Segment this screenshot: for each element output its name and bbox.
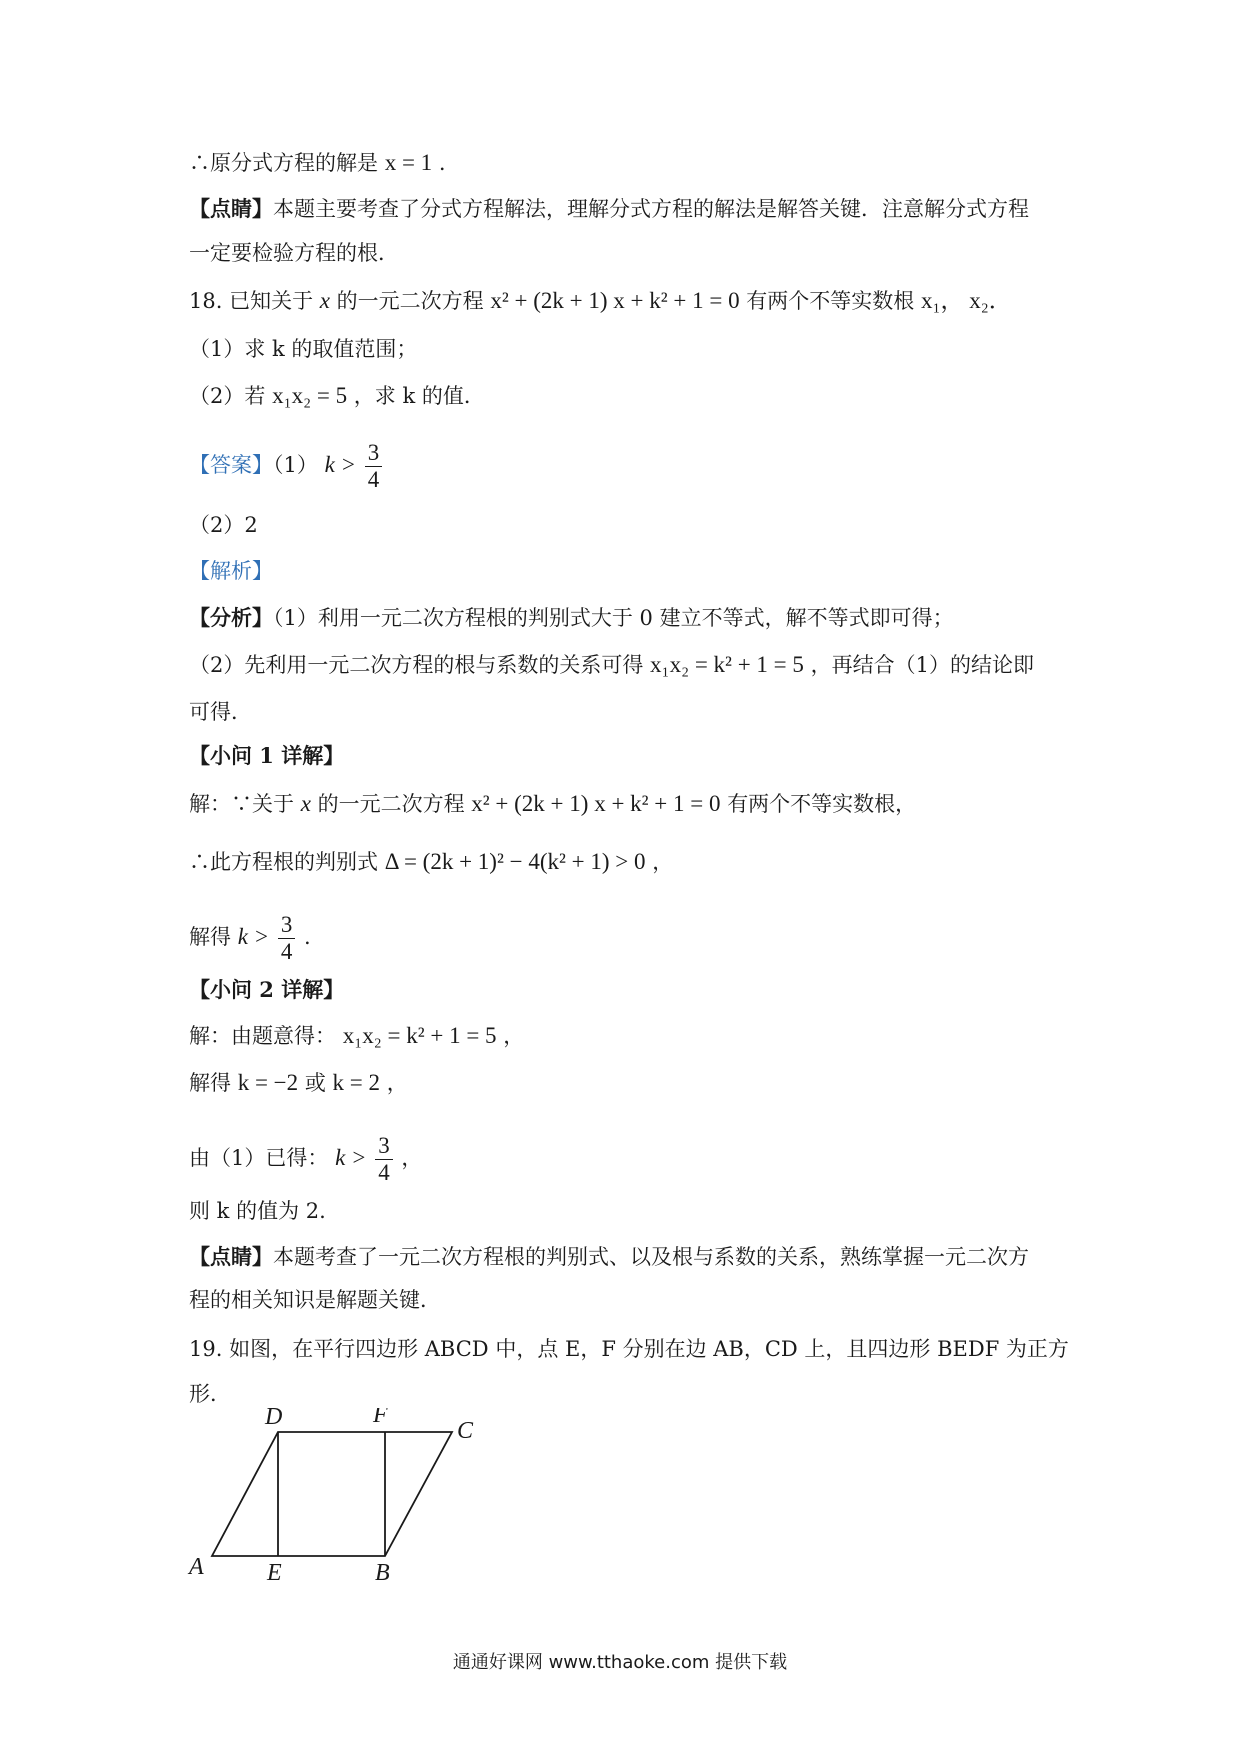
problem18-sub1-tag (189, 741, 344, 771)
sub1-equation: x² + (2k + 1) x + k² + 1 = 0 (471, 791, 721, 816)
parallelogram-figure (185, 1408, 485, 1593)
sub1-text: 解：∵关于 (189, 792, 294, 816)
sub2-math: k = 2 (332, 1070, 380, 1095)
comment-text: 本题考查了一元二次方程根的判别式、以及根与系数的关系，熟练掌握一元二次方 (273, 1245, 1029, 1269)
label-b: B (375, 1560, 390, 1586)
problem18-sub1-line3 (189, 912, 311, 965)
sub1-lhs: k > (237, 924, 270, 949)
sub1-var: x (300, 791, 311, 816)
sub1-fraction (278, 912, 296, 965)
problem18-sub2-line4 (189, 1196, 326, 1226)
comment-tag: 【点睛】 (189, 1244, 273, 1269)
sub1-text: 有两个不等实数根， (727, 792, 917, 816)
problem18-stem (189, 286, 1012, 316)
footer-text: 通通好课网 www.tthaoke.com 提供下载 (452, 1652, 788, 1673)
problem18-fenxi-line3 (189, 697, 252, 727)
problem18-analysis-tag (189, 556, 273, 586)
problem19-text: 形． (189, 1382, 231, 1406)
fraction-denominator: 4 (367, 467, 380, 492)
fraction-numerator: 3 (278, 912, 296, 939)
fenxi-math: x₁x₂ = k² + 1 = 5 (650, 652, 804, 677)
solution17-comment-line1 (189, 194, 1029, 224)
sub1-text: . (304, 925, 311, 949)
sub2-math: k = −2 (237, 1070, 299, 1095)
comment-text: 程的相关知识是解题关键． (189, 1288, 441, 1312)
problem18-answer2 (189, 510, 258, 540)
problem18-fenxi-line2 (189, 650, 1034, 680)
conclusion-math: x = 1 (384, 150, 433, 175)
sub1-text: 的一元二次方程 (317, 792, 465, 816)
label-e: E (267, 1560, 282, 1586)
sub2-text: ， (401, 1146, 423, 1170)
sub2-text: ， (503, 1024, 525, 1048)
sub2-text: 由（1）已得： (189, 1146, 329, 1170)
fraction-denominator: 4 (280, 939, 293, 964)
sub2-math: x₁x₂ = k² + 1 = 5 (342, 1023, 497, 1048)
problem18-question2 (189, 381, 485, 411)
problem19-line1 (189, 1334, 1069, 1364)
label-f: F (373, 1408, 388, 1428)
sub1-tag: 【小问 1 详解】 (189, 743, 345, 768)
stem-text: 的一元二次方程 (336, 289, 484, 313)
problem18-sub2-line2 (189, 1068, 408, 1098)
problem18-answer1 (189, 440, 384, 493)
stem-roots: x₁， x₂． (920, 288, 1012, 313)
stem-text: 有两个不等实数根 (746, 289, 915, 313)
answer1-lhs (325, 452, 356, 477)
solution17-comment-line2 (189, 238, 399, 268)
fenxi-tag: 【分析】 (189, 605, 273, 630)
question-text: （1）求 k 的取值范围； (189, 337, 418, 361)
comment-text: 本题主要考查了分式方程解法，理解分式方程的解法是解答关键．注意解分式方程 (273, 197, 1029, 221)
problem18-sub2-tag (189, 975, 344, 1005)
comment-tag: 【点睛】 (189, 196, 273, 221)
fraction-denominator: 4 (378, 1160, 390, 1185)
answer-text: （2）2 (189, 513, 258, 537)
sub2-text: 或 (304, 1071, 326, 1095)
answer-tag: 【答案】 (189, 453, 273, 477)
problem19-text: 19. 如图，在平行四边形 ABCD 中，点 E，F 分别在边 AB，CD 上，且四边形 BEDF 为正方 (189, 1337, 1069, 1361)
sub1-text: ∴此方程根的判别式 (189, 850, 378, 874)
problem18-fenxi-line1 (189, 603, 954, 633)
conclusion-suffix: . (438, 151, 446, 175)
discriminant-math: Δ = (2k + 1)² − 4(k² + 1) > 0 (384, 849, 646, 874)
conclusion-text: ∴原分式方程的解是 (189, 151, 378, 175)
comment-text: 一定要检验方程的根． (189, 241, 399, 265)
problem18-comment-line2 (189, 1285, 441, 1315)
problem18-question1 (189, 334, 417, 364)
analysis-tag: 【解析】 (189, 559, 273, 583)
question-text: ，求 k 的值． (353, 384, 485, 408)
fenxi-text: （1）利用一元二次方程根的判别式大于 0 建立不等式，解不等式即可得； (273, 606, 954, 630)
answer1-fraction (365, 440, 383, 493)
stem-var: x (319, 288, 330, 313)
sub2-text: 解得 (189, 1071, 231, 1095)
label-d: D (265, 1408, 283, 1430)
solution17-conclusion (189, 148, 446, 178)
sub2-text: 解：由题意得： (189, 1024, 336, 1048)
sub1-text: 解得 (189, 925, 231, 949)
problem18-comment-line1 (189, 1242, 1029, 1272)
q2-math: x₁x₂ = 5 (272, 383, 348, 408)
sub2-fraction (375, 1133, 393, 1186)
answer1-lhs-text: k > (324, 452, 357, 477)
problem18-sub2-line1 (189, 1021, 524, 1051)
sub1-text: ， (652, 850, 674, 874)
fraction-numerator: 3 (375, 1133, 393, 1160)
answer-text: （1） (273, 453, 318, 477)
label-c: C (457, 1418, 474, 1444)
fenxi-text: ，再结合（1）的结论即 (810, 653, 1034, 677)
sub2-text: ， (386, 1071, 408, 1095)
fenxi-text: （2）先利用一元二次方程的根与系数的关系可得 (189, 653, 644, 677)
label-a: A (189, 1554, 204, 1580)
fraction-numerator: 3 (365, 440, 383, 467)
parallelogram-abcd (212, 1432, 452, 1556)
sub2-text: 则 k 的值为 2. (189, 1199, 326, 1223)
sub2-lhs: k > (335, 1145, 367, 1170)
stem-text: 18. 已知关于 (189, 289, 314, 313)
stem-equation: x² + (2k + 1) x + k² + 1 = 0 (490, 288, 740, 313)
question-text: （2）若 (189, 384, 266, 408)
problem18-sub2-line3 (189, 1133, 422, 1186)
sub2-tag: 【小问 2 详解】 (189, 977, 345, 1002)
problem18-sub1-line2 (189, 847, 673, 877)
fenxi-text: 可得． (189, 700, 252, 724)
problem19-line2 (189, 1379, 231, 1409)
problem18-sub1-line1 (189, 789, 916, 819)
